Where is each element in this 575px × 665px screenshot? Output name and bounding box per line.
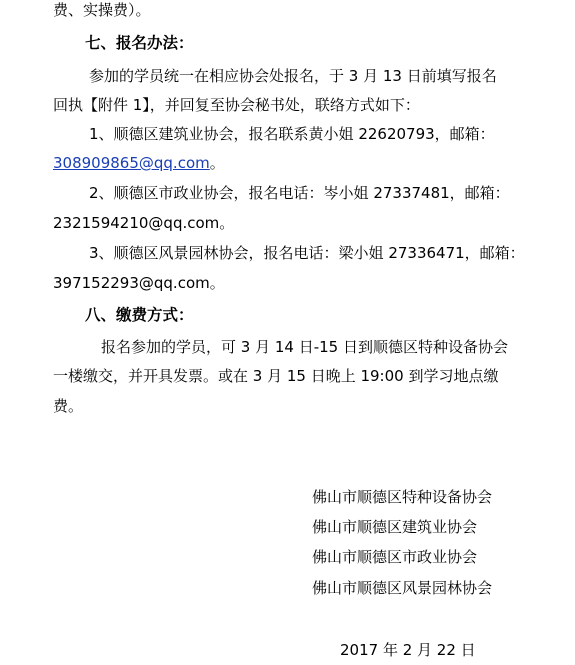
contact-item-2: 2、顺德区市政业协会，报名电话：岑小姐 27337481，邮箱： — [89, 184, 510, 202]
payment-para-line-1: 报名参加的学员，可 3 月 14 日-15 日到顺德区特种设备协会 — [101, 338, 508, 356]
payment-para-line-2: 一楼缴交，并开具发票。或在 3 月 15 日晚上 19:00 到学习地点缴 — [53, 367, 499, 385]
section-heading-registration: 七、报名办法： — [85, 34, 194, 52]
document-date: 2017 年 2 月 22 日 — [340, 641, 476, 659]
signature-landscape: 佛山市顺德区风景园林协会 — [312, 579, 493, 597]
signature-special-equipment: 佛山市顺德区特种设备协会 — [312, 488, 493, 506]
registration-para-line-1: 参加的学员统一在相应协会处报名，于 3 月 13 日前填写报名 — [89, 67, 497, 85]
signature-construction: 佛山市顺德区建筑业协会 — [312, 518, 478, 536]
email-text-3: 397152293@qq.com — [53, 274, 210, 292]
registration-para-line-2: 回执【附件 1】，并回复至协会秘书处，联络方式如下： — [53, 96, 420, 114]
email-text-2: 2321594210@qq.com — [53, 214, 220, 232]
fragment-line: 费、实操费）。 — [53, 1, 151, 19]
contact-item-3: 3、顺德区风景园林协会，报名电话：梁小姐 27336471，邮箱： — [89, 244, 525, 262]
contact-item-3-email-line — [53, 273, 225, 293]
contact-item-2-email-line — [53, 213, 234, 233]
email-link-1[interactable]: 308909865@qq.com — [53, 154, 210, 172]
signature-municipal: 佛山市顺德区市政业协会 — [312, 548, 478, 566]
contact-item-1: 1、顺德区建筑业协会，报名联系黄小姐 22620793，邮箱： — [89, 125, 495, 143]
punctuation: 。 — [209, 274, 225, 292]
contact-item-1-email-line — [53, 153, 225, 173]
punctuation: 。 — [219, 214, 235, 232]
payment-para-line-3: 费。 — [53, 397, 84, 415]
punctuation: 。 — [209, 154, 225, 172]
section-heading-payment: 八、缴费方式： — [85, 306, 194, 324]
